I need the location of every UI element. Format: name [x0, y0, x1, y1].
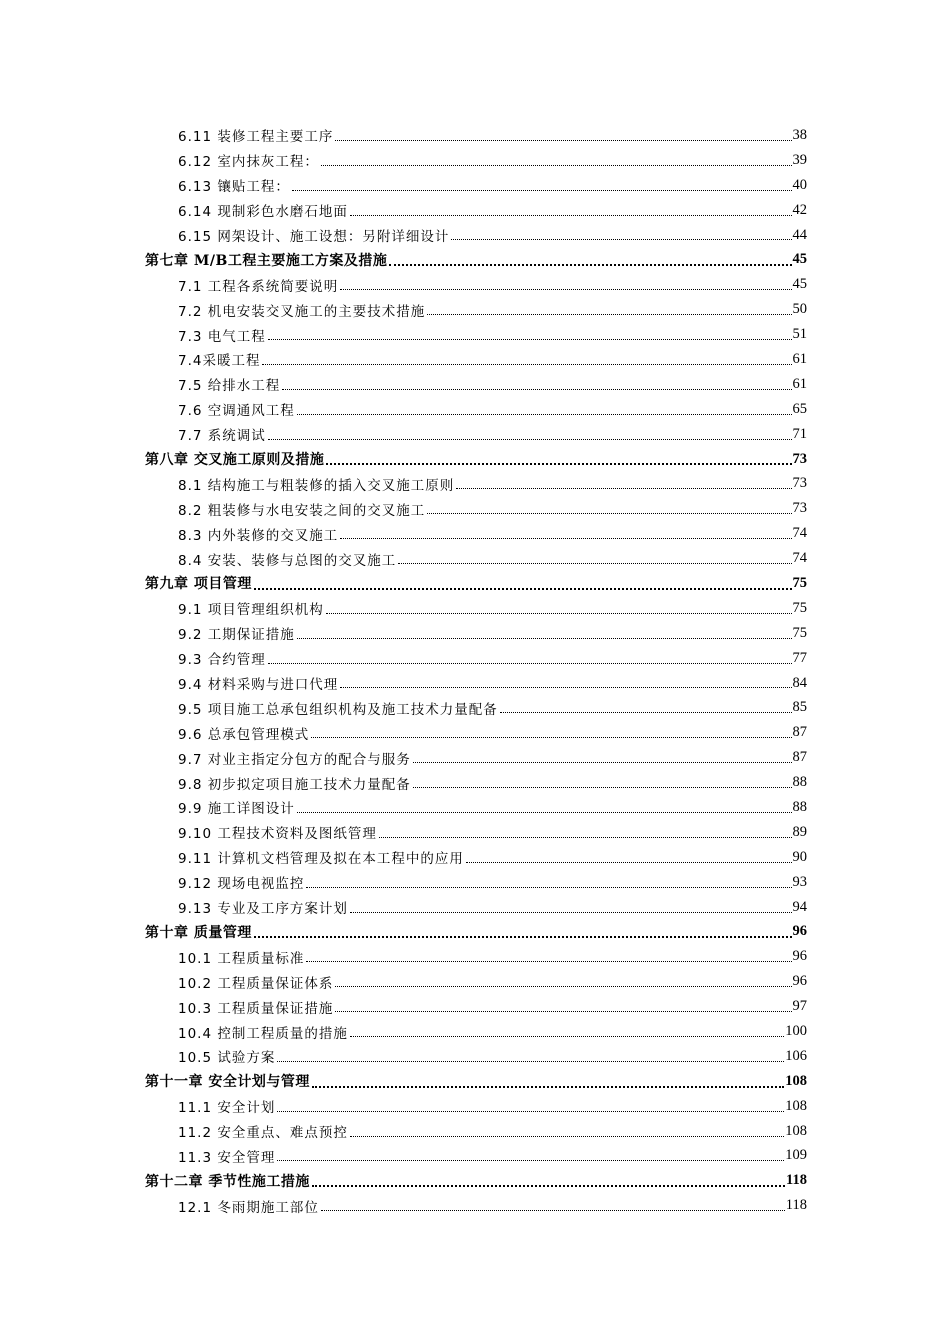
- dot-leader: [340, 686, 791, 688]
- toc-entry-title: 6.11 装修工程主要工序: [178, 125, 334, 145]
- dot-leader: [321, 164, 792, 166]
- toc-page-number: 108: [785, 1122, 807, 1139]
- toc-chapter-entry[interactable]: [145, 1168, 807, 1193]
- toc-page-number: 39: [792, 151, 807, 168]
- toc-section-entry[interactable]: [145, 422, 807, 447]
- toc-page-number: 88: [792, 798, 807, 815]
- toc-entry-title: 8.2 粗装修与水电安装之间的交叉施工: [178, 499, 426, 519]
- dot-leader: [268, 438, 792, 440]
- toc-chapter-entry[interactable]: [145, 447, 807, 472]
- toc-section-entry[interactable]: [145, 695, 807, 720]
- dot-leader: [350, 214, 792, 216]
- dot-leader: [350, 1135, 784, 1137]
- toc-entry-title: 第七章 M/B工程主要施工方案及措施: [145, 250, 388, 270]
- toc-page-number: 106: [785, 1047, 807, 1064]
- toc-entry-title: 8.4 安装、装修与总图的交叉施工: [178, 549, 397, 569]
- toc-entry-title: 第十章 质量管理: [145, 922, 253, 942]
- dot-leader: [427, 313, 791, 315]
- toc-entry-title: 6.14 现制彩色水磨石地面: [178, 200, 349, 220]
- dot-leader: [326, 462, 791, 465]
- toc-section-entry[interactable]: [145, 745, 807, 770]
- toc-entry-title: 9.2 工期保证措施: [178, 623, 296, 643]
- toc-page-number: 96: [792, 973, 807, 990]
- dot-leader: [321, 1209, 785, 1211]
- toc-page-number: 109: [785, 1147, 807, 1164]
- toc-page-number: 87: [792, 749, 807, 766]
- dot-leader: [306, 886, 791, 888]
- toc-entry-title: 9.6 总承包管理模式: [178, 723, 310, 743]
- dot-leader: [292, 189, 792, 191]
- dot-leader: [306, 960, 791, 962]
- toc-page-number: 65: [792, 400, 807, 417]
- dot-leader: [297, 637, 792, 639]
- toc-page-number: 90: [792, 848, 807, 865]
- toc-page-number: 87: [792, 724, 807, 741]
- dot-leader: [312, 1184, 785, 1187]
- toc-entry-title: 10.1 工程质量标准: [178, 947, 305, 967]
- toc-page-number: 89: [792, 823, 807, 840]
- toc-page-number: 118: [785, 1197, 807, 1214]
- dot-leader: [389, 263, 791, 266]
- toc-section-entry[interactable]: [145, 347, 807, 372]
- toc-section-entry[interactable]: [145, 123, 807, 148]
- toc-page-number: 93: [792, 873, 807, 890]
- toc-section-entry[interactable]: [145, 795, 807, 820]
- dot-leader: [379, 836, 792, 838]
- toc-entry-title: 9.8 初步拟定项目施工技术力量配备: [178, 773, 412, 793]
- toc-entry-title: 9.11 计算机文档管理及拟在本工程中的应用: [178, 847, 465, 867]
- dot-leader: [456, 487, 791, 489]
- dot-leader: [268, 338, 792, 340]
- toc-entry-title: 8.3 内外装修的交叉施工: [178, 524, 339, 544]
- toc-section-entry[interactable]: [145, 297, 807, 322]
- toc-entry-title: 9.7 对业主指定分包方的配合与服务: [178, 748, 412, 768]
- toc-section-entry[interactable]: [145, 173, 807, 198]
- dot-leader: [335, 1010, 791, 1012]
- toc-entry-title: 9.10 工程技术资料及图纸管理: [178, 822, 378, 842]
- toc-section-entry[interactable]: [145, 1094, 807, 1119]
- dot-leader: [340, 537, 791, 539]
- toc-page-number: 50: [792, 301, 807, 318]
- toc-entry-title: 10.4 控制工程质量的措施: [178, 1022, 349, 1042]
- toc-entry-title: 11.1 安全计划: [178, 1096, 276, 1116]
- toc-section-entry[interactable]: [145, 521, 807, 546]
- toc-page-number: 73: [792, 500, 807, 517]
- toc-entry-title: 第十二章 季节性施工措施: [145, 1171, 311, 1191]
- toc-section-entry[interactable]: [145, 198, 807, 223]
- toc-entry-title: 10.5 试验方案: [178, 1046, 276, 1066]
- toc-section-entry[interactable]: [145, 1044, 807, 1069]
- dot-leader: [398, 562, 791, 564]
- toc-section-entry[interactable]: [145, 621, 807, 646]
- toc-entry-title: 9.13 专业及工序方案计划: [178, 897, 349, 917]
- toc-page-number: 42: [792, 201, 807, 218]
- toc-chapter-entry[interactable]: [145, 247, 807, 272]
- dot-leader: [297, 811, 792, 813]
- dot-leader: [466, 861, 792, 863]
- toc-page-number: 100: [785, 1023, 807, 1039]
- toc-entry-title: 7.4采暖工程: [178, 349, 261, 369]
- toc-page-number: 45: [792, 276, 807, 293]
- toc-entry-title: 10.2 工程质量保证体系: [178, 972, 334, 992]
- toc-section-entry[interactable]: [145, 471, 807, 496]
- table-of-contents: [145, 123, 807, 1218]
- toc-page-number: 77: [792, 649, 807, 666]
- toc-section-entry[interactable]: [145, 870, 807, 895]
- toc-page-number: 44: [792, 226, 807, 243]
- dot-leader: [413, 761, 792, 763]
- toc-entry-title: 12.1 冬雨期施工部位: [178, 1196, 320, 1216]
- toc-page-number: 45: [792, 251, 807, 268]
- toc-entry-title: 第九章 项目管理: [145, 573, 253, 593]
- toc-entry-title: 8.1 结构施工与粗装修的插入交叉施工原则: [178, 474, 455, 494]
- toc-entry-title: 9.12 现场电视监控: [178, 872, 305, 892]
- toc-chapter-entry[interactable]: [145, 920, 807, 945]
- toc-page-number: 61: [792, 375, 807, 392]
- dot-leader: [277, 1159, 784, 1161]
- toc-entry-title: 9.3 合约管理: [178, 648, 267, 668]
- toc-section-entry[interactable]: [145, 372, 807, 397]
- toc-section-entry[interactable]: [145, 770, 807, 795]
- toc-entry-title: 7.2 机电安装交叉施工的主要技术措施: [178, 300, 426, 320]
- toc-entry-title: 第八章 交叉施工原则及措施: [145, 449, 325, 469]
- toc-page-number: 61: [792, 350, 807, 367]
- toc-entry-title: 7.3 电气工程: [178, 325, 267, 345]
- toc-page-number: 73: [792, 450, 807, 467]
- toc-page-number: 97: [792, 998, 807, 1015]
- toc-entry-title: 10.3 工程质量保证措施: [178, 997, 334, 1017]
- toc-section-entry[interactable]: [145, 1119, 807, 1144]
- toc-section-entry[interactable]: [145, 1193, 807, 1218]
- toc-page-number: 96: [792, 923, 807, 940]
- toc-entry-title: 9.1 项目管理组织机构: [178, 598, 325, 618]
- toc-page-number: 75: [792, 599, 807, 616]
- dot-leader: [451, 238, 791, 240]
- dot-leader: [312, 1085, 784, 1088]
- toc-section-entry[interactable]: [145, 944, 807, 969]
- toc-page-number: 94: [792, 898, 807, 915]
- toc-page-number: 74: [792, 550, 807, 567]
- toc-page-number: 118: [786, 1172, 807, 1189]
- dot-leader: [326, 612, 792, 614]
- toc-section-entry[interactable]: [145, 994, 807, 1019]
- toc-entry-title: 第十一章 安全计划与管理: [145, 1071, 311, 1091]
- toc-page-number: 96: [792, 948, 807, 965]
- toc-entry-title: 7.6 空调通风工程: [178, 399, 296, 419]
- dot-leader: [335, 139, 791, 141]
- toc-entry-title: 6.15 网架设计、施工设想：另附详细设计: [178, 225, 450, 245]
- toc-page-number: 75: [792, 624, 807, 641]
- toc-section-entry[interactable]: [145, 496, 807, 521]
- toc-page-number: 71: [792, 425, 807, 442]
- toc-section-entry[interactable]: [145, 820, 807, 845]
- dot-leader: [282, 388, 791, 390]
- dot-leader: [297, 413, 792, 415]
- dot-leader: [427, 512, 791, 514]
- toc-entry-title: 11.2 安全重点、难点预控: [178, 1121, 349, 1141]
- toc-section-entry[interactable]: [145, 148, 807, 173]
- toc-section-entry[interactable]: [145, 322, 807, 347]
- toc-entry-title: 9.5 项目施工总承包组织机构及施工技术力量配备: [178, 698, 499, 718]
- toc-section-entry[interactable]: [145, 720, 807, 745]
- dot-leader: [268, 662, 792, 664]
- dot-leader: [254, 935, 792, 938]
- dot-leader: [350, 911, 792, 913]
- toc-page-number: 51: [792, 326, 807, 343]
- dot-leader: [277, 1110, 784, 1112]
- toc-page-number: 38: [792, 126, 807, 143]
- dot-leader: [262, 363, 791, 365]
- toc-section-entry[interactable]: [145, 1144, 807, 1169]
- toc-entry-title: 11.3 安全管理: [178, 1146, 276, 1166]
- toc-page-number: 88: [792, 774, 807, 791]
- dot-leader: [254, 587, 792, 590]
- dot-leader: [350, 1035, 784, 1037]
- toc-section-entry[interactable]: [145, 895, 807, 920]
- toc-section-entry[interactable]: [145, 272, 807, 297]
- toc-section-entry[interactable]: [145, 397, 807, 422]
- toc-page-number: 108: [785, 1097, 807, 1114]
- toc-section-entry[interactable]: [145, 969, 807, 994]
- toc-page-number: 73: [792, 475, 807, 492]
- toc-page-number: 85: [792, 699, 807, 716]
- toc-section-entry[interactable]: [145, 646, 807, 671]
- dot-leader: [311, 736, 791, 738]
- toc-section-entry[interactable]: [145, 596, 807, 621]
- toc-page-number: 75: [792, 574, 807, 591]
- toc-section-entry[interactable]: [145, 671, 807, 696]
- toc-chapter-entry[interactable]: [145, 571, 807, 596]
- dot-leader: [500, 711, 792, 713]
- toc-entry-title: 9.9 施工详图设计: [178, 797, 296, 817]
- toc-page-number: 74: [792, 525, 807, 542]
- toc-entry-title: 7.7 系统调试: [178, 424, 267, 444]
- toc-entry-title: 7.1 工程各系统简要说明: [178, 275, 339, 295]
- dot-leader: [413, 786, 792, 788]
- dot-leader: [340, 288, 791, 290]
- toc-section-entry[interactable]: [145, 223, 807, 248]
- toc-page-number: 108: [785, 1072, 807, 1089]
- toc-section-entry[interactable]: [145, 546, 807, 571]
- toc-entry-title: 6.12 室内抹灰工程：: [178, 150, 320, 170]
- toc-chapter-entry[interactable]: [145, 1069, 807, 1094]
- toc-entry-title: 9.4 材料采购与进口代理: [178, 673, 339, 693]
- toc-section-entry[interactable]: [145, 1019, 807, 1044]
- toc-page-number: 84: [792, 674, 807, 691]
- dot-leader: [277, 1060, 784, 1062]
- toc-section-entry[interactable]: [145, 845, 807, 870]
- toc-entry-title: 6.13 镶贴工程：: [178, 175, 291, 195]
- toc-entry-title: 7.5 给排水工程: [178, 374, 281, 394]
- dot-leader: [335, 985, 791, 987]
- toc-page-number: 40: [792, 176, 807, 193]
